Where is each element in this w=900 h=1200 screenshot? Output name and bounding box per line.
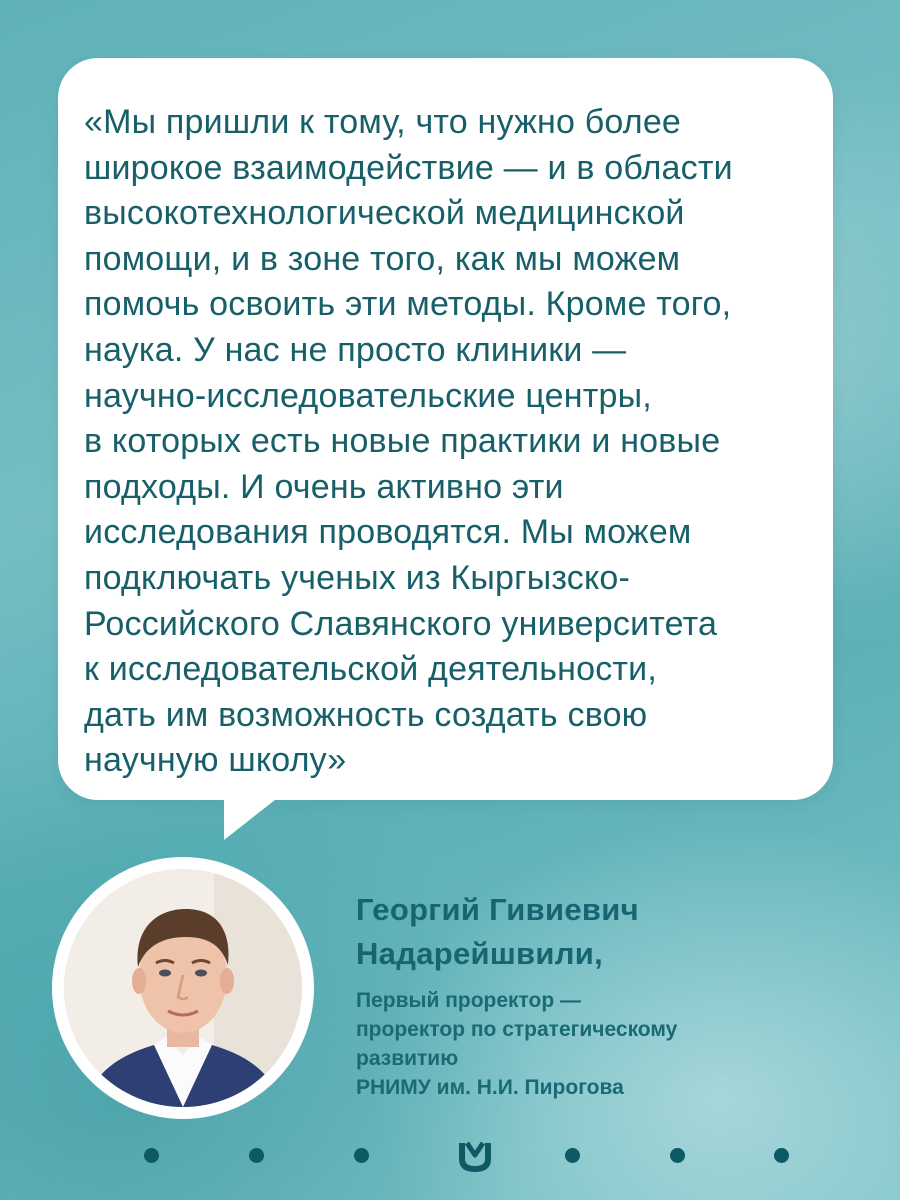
decor-dot bbox=[670, 1148, 685, 1163]
speaker-name: Георгий Гивиевич Надарейшвили, bbox=[356, 892, 639, 971]
speaker-role: Первый проректор — проректор по стратегическому развитию РНИМУ им. Н.И. Пирогова bbox=[356, 989, 678, 1099]
quote-bubble-tail bbox=[224, 796, 280, 840]
decor-dot bbox=[354, 1148, 369, 1163]
decor-dot bbox=[249, 1148, 264, 1163]
decor-dot bbox=[144, 1148, 159, 1163]
decor-dot bbox=[774, 1148, 789, 1163]
decor-dot bbox=[565, 1148, 580, 1163]
speaker-portrait bbox=[64, 869, 302, 1107]
university-logo-icon bbox=[455, 1139, 495, 1175]
quote-text: «Мы пришли к тому, что нужно более широкое взаимодействие — и в области высокотехнологической медицинской помощи, и в зоне того, как мы можем помочь освоить эти методы. Кроме того, наука. У нас не просто клиники — научно-исследовательские центры, в которых есть новые практики и новые подходы. И очень активно эти исследования проводятся. Мы можем подключать ученых из Кыргызско- Российского Славянского университета к исследовательской деятельности, дать им возможность создать свою научную школу» bbox=[84, 103, 733, 780]
avatar bbox=[64, 869, 302, 1107]
